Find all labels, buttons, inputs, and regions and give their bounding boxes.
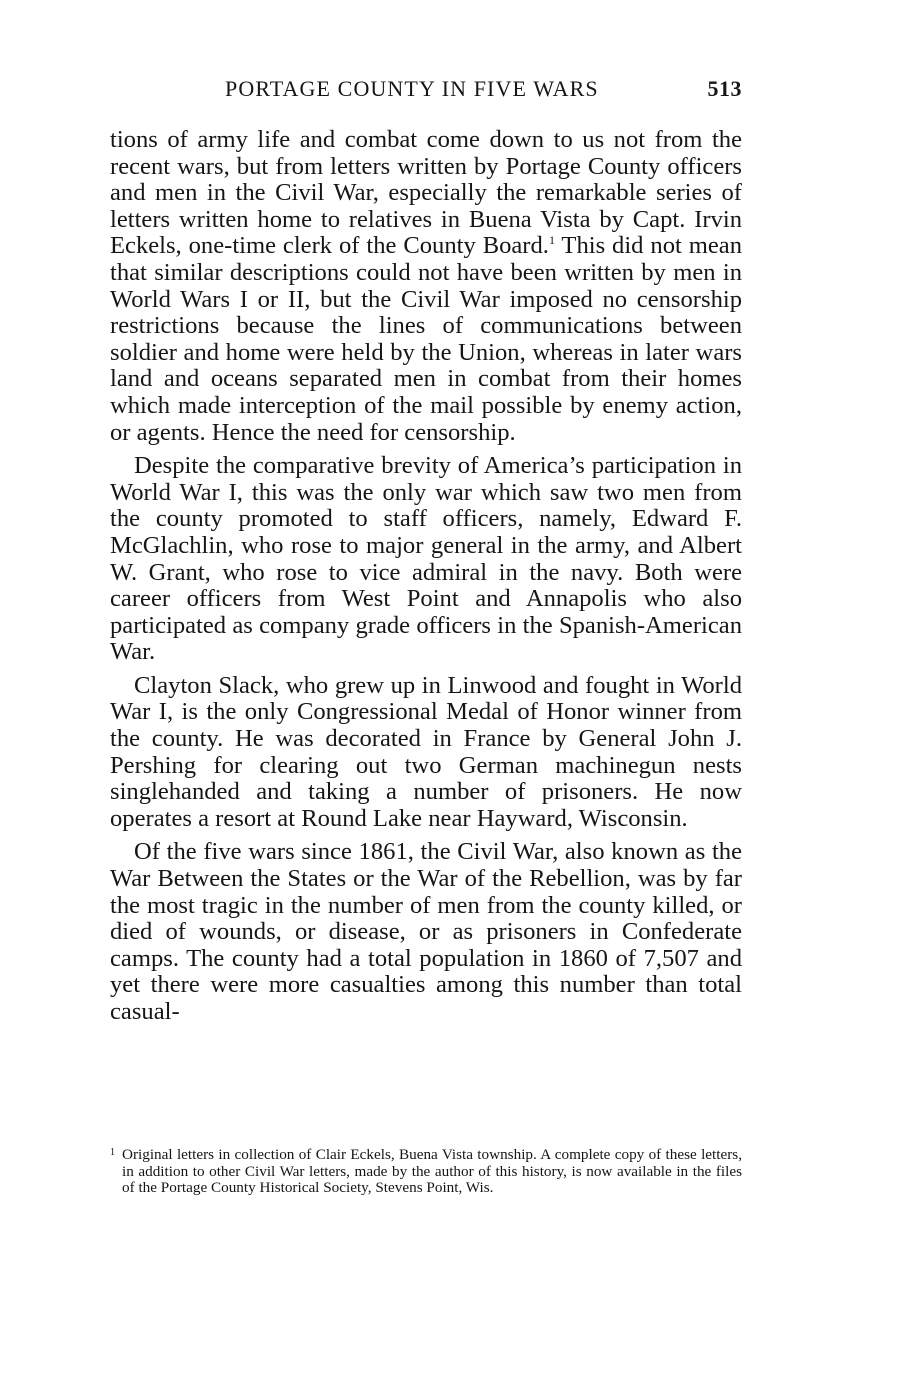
paragraph-1-text: tions of army life and combat come down to us not from the recent wars, but from letters written by Portage County officers and men in the Civil War, especially the remarkable series of letters written home to relatives in Buena Vista by Capt. Irvin Eckels, one-time clerk of the County Board.	[110, 126, 742, 260]
running-title: PORTAGE COUNTY IN FIVE WARS	[225, 76, 599, 101]
paragraph-2: Despite the comparative brevity of America’s participation in World War I, this was the only war which saw two men from the county promoted to staff officers, namely, Edward F. McGlachlin, who rose to major general in the army, and Albert W. Grant, who rose to vice admiral in the navy. Both were career officers from West Point and Annapolis who also participated as company grade officers in the Spanish-American War.	[110, 452, 742, 666]
paragraph-4: Of the five wars since 1861, the Civil War, also known as the War Between the States or the War of the Rebellion, was by far the most tragic in the number of men from the county killed, or died of wounds, or disease, or as prisoners in Confederate camps. The county had a total population in 1860 of 7,507 and yet there were more casualties among this number than total casual-	[110, 838, 742, 1025]
footnote-text: Original letters in collection of Clair Eckels, Buena Vista township. A complete copy of these letters, in addition to other Civil War letters, made by the author of this history, is now available in the files of the Portage County Historical Society, Stevens Point, Wis.	[122, 1146, 742, 1196]
footnote-mark: 1	[110, 1147, 115, 1158]
running-head	[110, 76, 742, 106]
paragraph-3: Clayton Slack, who grew up in Linwood and fought in World War I, is the only Congressional Medal of Honor winner from the county. He was decorated in France by General John J. Pershing for clearing out two German machinegun nests singlehanded and taking a number of prisoners. He now operates a resort at Round Lake near Hayward, Wisconsin.	[110, 671, 742, 832]
body-text	[110, 127, 742, 1033]
footnote-reference: 1	[548, 233, 555, 248]
footnote-1	[110, 1147, 742, 1197]
footnotes	[110, 1147, 742, 1197]
paragraph-1	[110, 127, 742, 446]
page-number: 513	[707, 76, 742, 101]
paragraph-1-continuation: This did not mean that similar descriptions could not have been written by men in World Wars I or II, but the Civil War imposed no censorship restrictions because the lines of communications between soldier and home were held by the Union, whereas in later wars land and oceans separated men in combat from their homes which made interception of the mail possible by enemy action, or agents. Hence the need for censorship.	[110, 232, 742, 446]
